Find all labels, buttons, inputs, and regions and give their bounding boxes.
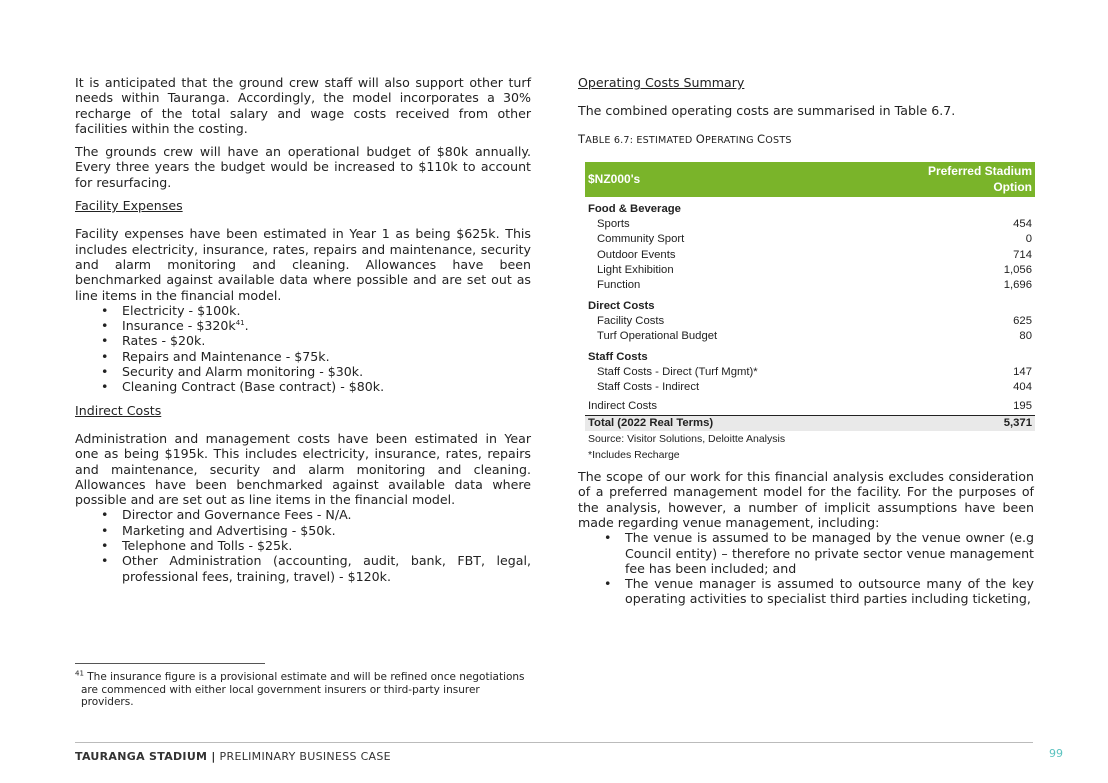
footnote-divider xyxy=(75,663,265,664)
operating-costs-table xyxy=(585,162,1035,431)
list-item: • Electricity - $100k. xyxy=(122,303,531,318)
list-item: • Other Administration (accounting, audit, bank, FBT, legal, professional fees, training, travel) - $120k. xyxy=(122,553,531,584)
paragraph-scope: The scope of our work for this financial analysis excludes consideration of a preferred management model for the facility. For the purposes of the analysis, however, a number of implicit assumptions have been made regarding venue management, including: xyxy=(578,469,1034,530)
heading-indirect-costs: Indirect Costs xyxy=(75,402,162,418)
table-row: Function 1,696 xyxy=(597,279,1032,292)
indirect-costs-list xyxy=(75,507,531,583)
footnote-ref: 41 xyxy=(235,318,245,327)
list-item: • Insurance - $\$320k^{41}$. xyxy=(122,318,531,333)
table-recharge-note: *Includes Recharge xyxy=(588,449,680,462)
paragraph-indirect-costs: Administration and management costs have been estimated in Year one as being $195k. This includes electricity, insurance, rates, repairs and maintenance, security and alarm monitoring and cleaning. Allowances have been benchmarked against available data where possible and are set out as line items in the financial model. xyxy=(75,430,531,508)
paragraph-operational-budget: The grounds crew will have an operational budget of $80k annually. Every three years the budget would be increased to $110k to account for resurfacing. xyxy=(75,144,531,190)
paragraph-facility-expenses: Facility expenses have been estimated in Year 1 as being $625k. This includes electricity, insurance, rates, repairs and maintenance, security and alarm monitoring and cleaning. Allowances have been benchmarked against available data where possible and are set out as line items in the financial model. xyxy=(75,226,531,303)
footer-title: TAURANGA STADIUM | PRELIMINARY BUSINESS CASE xyxy=(75,750,391,763)
list-item: • Rates - $20k. xyxy=(122,333,531,348)
table-row: Sports 454 xyxy=(597,218,1032,231)
table-row: Community Sport 0 xyxy=(597,233,1032,246)
list-item: • Cleaning Contract (Base contract) - $80k. xyxy=(122,379,531,394)
list-item: • Telephone and Tolls - $25k. xyxy=(122,538,531,553)
footer-divider xyxy=(75,742,1033,743)
table-row: Turf Operational Budget 80 xyxy=(597,330,1032,343)
paragraph-intro: The combined operating costs are summarised in Table 6.7. xyxy=(578,103,956,119)
header-option: Preferred Stadium Option xyxy=(862,162,1035,197)
table-row: Facility Costs 625 xyxy=(597,314,1032,327)
page-number: 99 xyxy=(1049,747,1063,760)
table-source: Source: Visitor Solutions, Deloitte Analysis xyxy=(588,433,786,446)
list-item: • Marketing and Advertising - $50k. xyxy=(122,523,531,538)
paragraph-ground-crew: It is anticipated that the ground crew staff will also support other turf needs within Tauranga. Accordingly, the model incorporates a 30% recharge of the total salary and wage costs received from other facilities within the costing. xyxy=(75,75,531,136)
section-staff-costs: Staff Costs xyxy=(588,350,648,363)
table-row: Staff Costs - Indirect 404 xyxy=(597,381,1032,394)
list-item: • The venue manager is assumed to outsource many of the key operating activities to specialist third parties including ticketing, xyxy=(625,576,1034,607)
heading-operating-costs-summary: Operating Costs Summary xyxy=(578,75,745,90)
list-item: • Security and Alarm monitoring - $30k. xyxy=(122,364,531,379)
footnote: $^{41}$ The insurance figure is a provisional estimate and will be refined once negotiations are commenced with either local government insurers or third-party insurer providers. xyxy=(75,669,525,709)
table-row-total: Total (2022 Real Terms) 5,371 xyxy=(585,415,1035,431)
table-row: Staff Costs - Direct (Turf Mgmt)* 147 xyxy=(597,365,1032,378)
section-food-beverage: Food & Beverage xyxy=(588,202,681,215)
left-column xyxy=(75,75,531,584)
assumptions-list xyxy=(578,530,1034,606)
list-item: • Repairs and Maintenance - $75k. xyxy=(122,349,531,364)
heading-facility-expenses: Facility Expenses xyxy=(75,198,183,214)
list-item: • The venue is assumed to be managed by the venue owner (e.g Council entity) – therefore no private sector venue management fee has been included; and xyxy=(625,530,1034,576)
facility-expenses-list xyxy=(75,303,531,395)
list-item: • Director and Governance Fees - N/A. xyxy=(122,507,531,522)
table-notes xyxy=(588,431,1034,463)
header-currency: $NZ000's xyxy=(585,162,862,197)
table-row: Light Exhibition 1,056 xyxy=(597,264,1032,277)
table-row-indirect: Indirect Costs 195 xyxy=(588,400,1032,413)
table-caption: TABLE 6.7: ESTIMATED OPERATING COSTS xyxy=(578,131,792,146)
section-direct-costs: Direct Costs xyxy=(588,299,655,312)
table-header xyxy=(585,162,1035,197)
right-column xyxy=(578,75,1034,607)
table-row: Outdoor Events 714 xyxy=(597,248,1032,261)
